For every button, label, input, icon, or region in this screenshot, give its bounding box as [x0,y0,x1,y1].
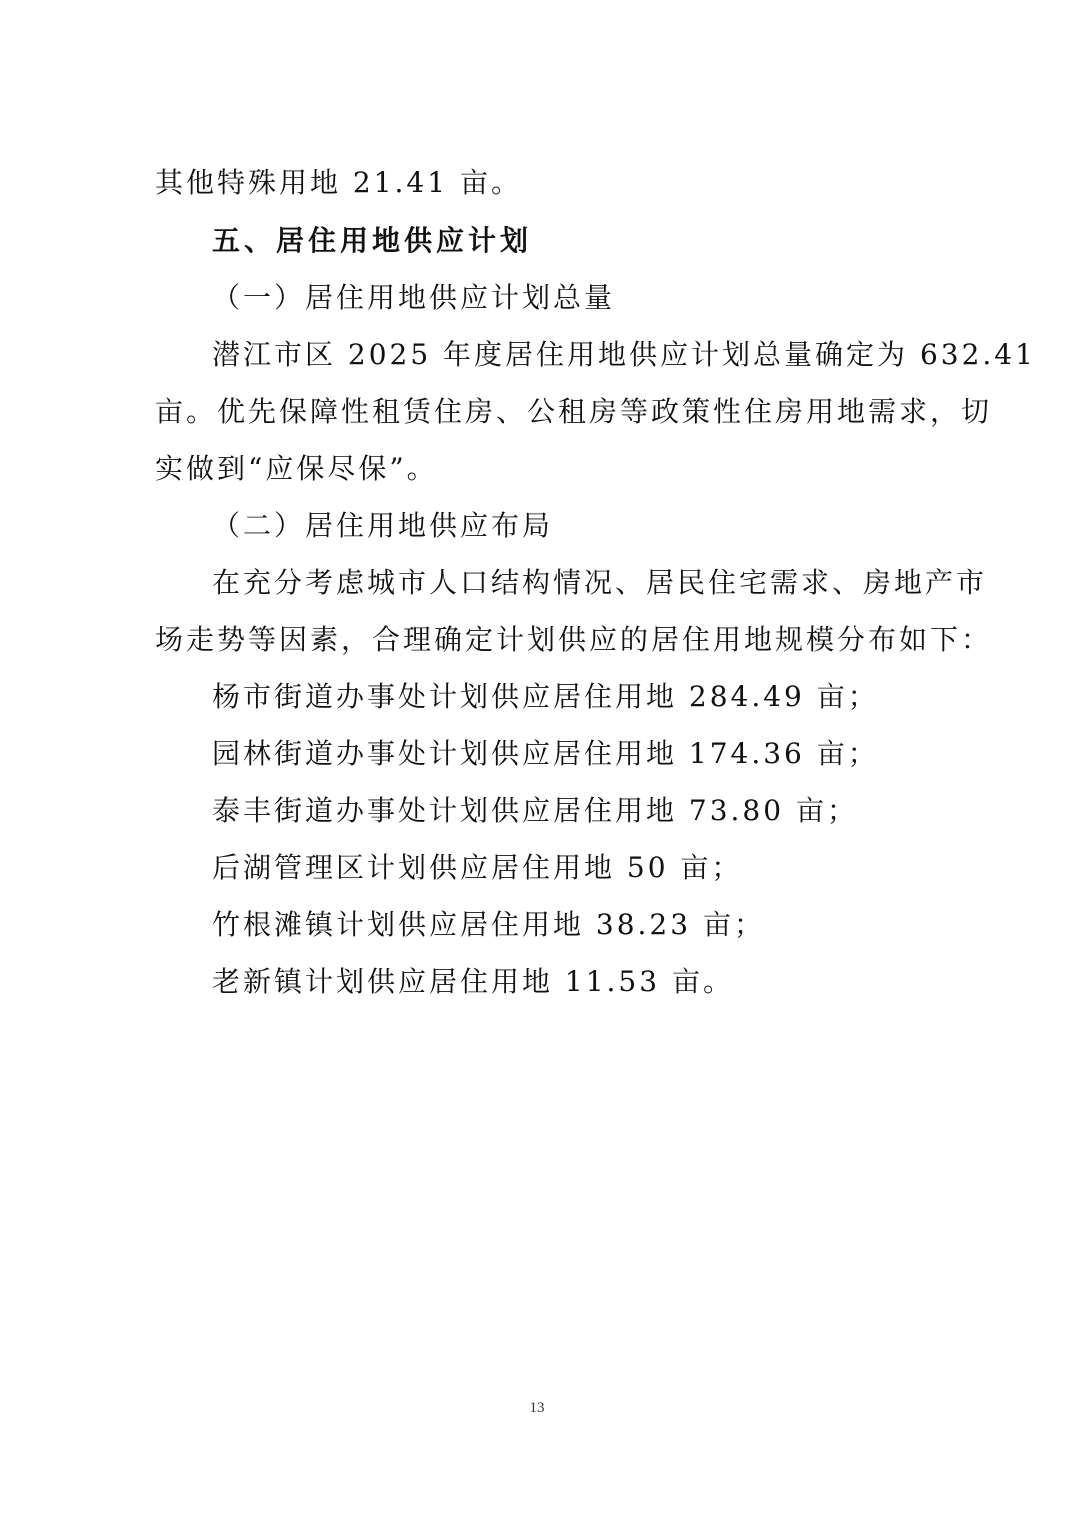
section-heading-5: 五、居住用地供应计划 [212,224,533,257]
paragraph-total-line-2: 亩。优先保障性租赁住房、公租房等政策性住房用地需求，切 [155,395,993,428]
paragraph-total-line-1: 潜江市区 2025 年度居住用地供应计划总量确定为 632.41 [212,338,1036,371]
list-item: 杨市街道办事处计划供应居住用地 284.49 亩； [212,680,879,713]
paragraph-layout-line-2: 场走势等因素，合理确定计划供应的居住用地规模分布如下： [155,623,993,656]
list-item: 老新镇计划供应居住用地 11.53 亩。 [212,965,734,998]
paragraph-layout-line-1: 在充分考虑城市人口结构情况、居民住宅需求、房地产市 [212,566,988,599]
page-number: 13 [529,1400,545,1416]
list-item: 竹根滩镇计划供应居住用地 38.23 亩； [212,908,765,941]
list-item: 泰丰街道办事处计划供应居住用地 73.80 亩； [212,794,858,827]
subsection-heading-1: （一）居住用地供应计划总量 [212,281,616,314]
list-item: 后湖管理区计划供应居住用地 50 亩； [212,851,743,884]
paragraph-other-special-land: 其他特殊用地 21.41 亩。 [155,166,522,199]
subsection-heading-2: （二）居住用地供应布局 [212,509,554,542]
list-item: 园林街道办事处计划供应居住用地 174.36 亩； [212,737,879,770]
paragraph-total-line-3: 实做到“应保尽保”。 [155,452,438,485]
